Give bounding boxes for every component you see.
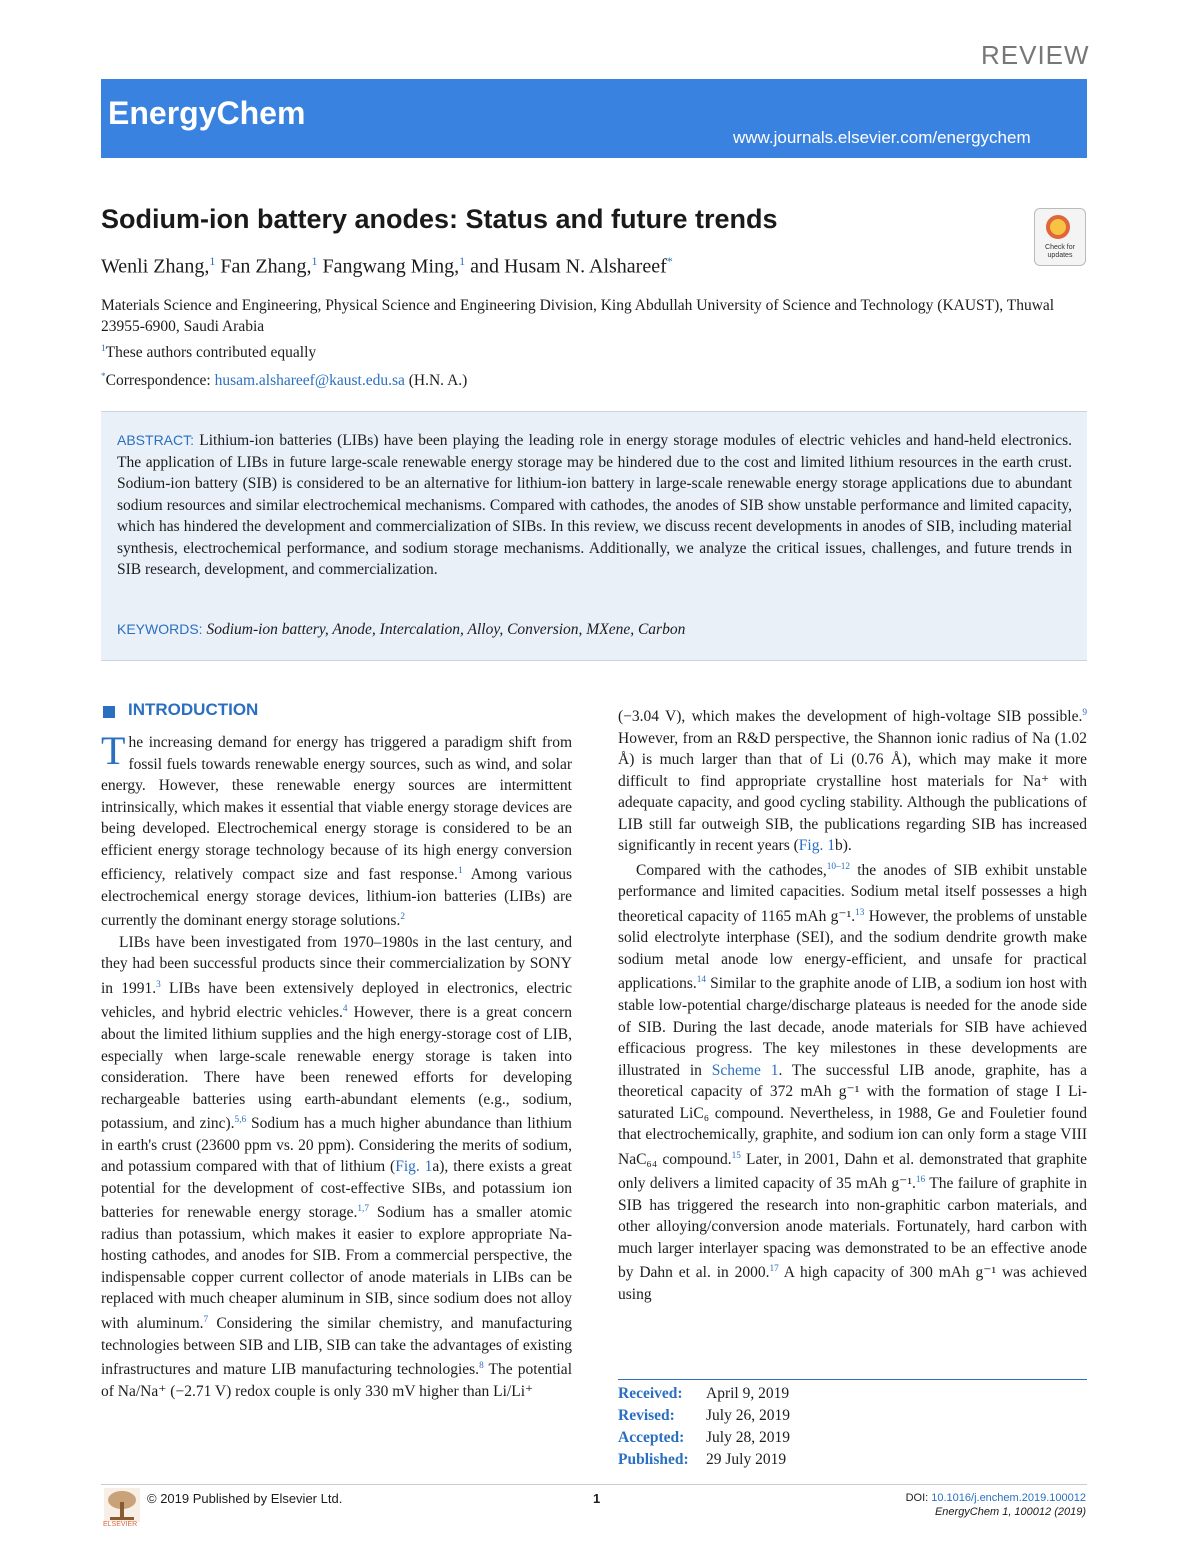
article-type-label: REVIEW [981,40,1090,70]
equal-contribution-note [101,344,316,362]
corr-suffix: (H.N. A.) [404,372,468,390]
citation-link[interactable]: 1,7 [357,1204,369,1215]
date-row [618,1405,790,1427]
check-for-updates-badge[interactable] [1034,208,1086,266]
date-value: 29 July 2019 [706,1451,787,1468]
journal-url-link[interactable]: www.journals.elsevier.com/energychem [733,128,1031,147]
footer-divider [101,1484,1087,1485]
citation-link[interactable]: 7 [203,1314,209,1325]
intro-paragraph: (−3.04 V), which makes the development of high-voltage SIB possible.$^9$ However, from an R&D perspective, the Shannon ionic radius of Na (1.02 Å) is much larger than that of Li (0.76 Å), which may make it more difficult to find appropriate crystalline host materials for Na⁺ with adequate capacity, and good cycling stability. Although the publications of LIB still far outweigh SIB, the publications regarding SIB has increased significantly in recent years (Fig. 1b). [618,708,1087,855]
badge-label: Check for updates [1045,244,1075,259]
citation-link[interactable]: 3 [156,979,161,990]
citation-link[interactable]: 2 [400,912,405,923]
citation-link[interactable]: 14 [696,975,707,986]
citation-link[interactable]: 17 [769,1264,779,1275]
author-mark: 1 [311,254,318,268]
abstract [117,430,1072,581]
date-label: Published: [618,1451,689,1468]
date-value: July 26, 2019 [706,1407,790,1424]
date-label: Accepted: [618,1429,685,1446]
citation-link[interactable]: 9 [1082,708,1087,718]
note-mark: 1 [101,344,106,354]
author-name: Fan Zhang, [220,255,312,278]
dropcap: T [101,728,126,773]
section-marker-icon [103,706,115,718]
date-label: Received: [618,1385,683,1402]
citation-link[interactable]: 16 [915,1175,926,1186]
article-dates [618,1383,790,1471]
affiliation: Materials Science and Engineering, Physical Science and Engineering Division, King Abdullah University of Science and Technology (KAUST), Thuwal 23955-6900, Saudi Arabia [101,297,1055,335]
doi-label: DOI: [905,1492,932,1504]
author-name: Wenli Zhang, [101,255,210,278]
page-number: 1 [593,1491,601,1506]
citation-link[interactable]: 13 [855,907,865,918]
check-updates-icon [1046,215,1070,239]
corr-label: Correspondence: [105,372,215,390]
citation-link[interactable]: 5,6 [234,1115,247,1126]
journal-citation: EnergyChem 1, 100012 (2019) [934,1506,1086,1518]
intro-paragraph: LIBs have been investigated from 1970–1980s in the last century, and they had been successful products since their commercialization by SONY in 1991.$^3$ LIBs have been extensively deployed in electronics, electric vehicles, and hybrid electric vehicles.$^4$ However, there is a great concern about the limited lithium supplies and the high energy-storage cost of LIB, especially when large-scale renewable energy storage is taken into consideration. There have been renewed efforts for developing rechargeable batteries using earth-abundant elements (e.g., sodium, potassium, and zinc).$^{5,6}$ Sodium has a much higher abundance than lithium in earth's crust (23600 ppm vs. 20 ppm). Considering the merits of sodium, and potassium compared with that of lithium (Fig. 1a), there exists a great potential for the development of cost-effective SIBs, and potassium ion batteries for renewable energy storage.$^{1,7}$ Sodium has a smaller atomic radius than potassium, which makes it easier to explore appropriate Na-hosting cathodes, and anodes for SIB. From a commercial perspective, the indispensable copper current collector of anode materials in LIBs can be replaced with much cheaper aluminum in SIB, since sodium does not alloy with aluminum.$^7$ Considering the similar chemistry, and manufacturing technologies between SIB and LIB, SIB can take the advantages of existing infrastructures and mature LIB manufacturing technologies.$^8$ The potential of Na/Na⁺ (−2.71 V) redox couple is only 330 mV higher than Li/Li⁺ [101,933,573,1400]
citation-link[interactable]: 1 [457,866,463,876]
article-title: Sodium-ion battery anodes: Status and future trends [101,204,778,234]
right-column [618,703,1087,1306]
figure-link[interactable]: Fig. 1 [798,837,835,855]
note-text: These authors contributed equally [105,344,317,362]
journal-title[interactable]: EnergyChem [108,95,306,131]
author-mark: 1 [209,254,216,268]
citation-link[interactable]: 4 [342,1004,348,1015]
figure-link[interactable]: Fig. 1 [395,1158,433,1176]
intro-paragraph: Compared with the cathodes,$^{10-12}$ the anodes of SIB exhibit unstable performance and limited capacities. Sodium metal itself possesses a high theoretical capacity of 1165 mAh g⁻¹.$^{13}$ However, the problems of unstable solid electrolyte interphase (SEI), and the sodium dendrite growth make sodium metal anode low energy-efficient, and unsafe for practical applications.$^{14}$ Similar to the graphite anode of LIB, a sodium ion host with stable low-potential charge/discharge plateaus is needed for the anode side of SIB. During the last decade, anode materials for SIB have achieved efficacious progress. The key milestones in these developments are illustrated in Scheme 1. The successful LIB anode, graphite, has a theoretical capacity of 372 mAh g⁻¹ with the formation of stage I Li-saturated LiC₆ compound. Nevertheless, in 1988, Ge and Fouletier found that electrochemically, graphite, and sodium ion can only form a stage VIII NaC₆₄ compound.$^{15}$ Later, in 2001, Dahn et al. demonstrated that graphite only delivers a limited capacity of 35 mAh g⁻¹.$^{16}$ The failure of graphite in SIB has triggered the research into non-graphitic carbon materials, and other alloying/conversion anode materials. Fortunately, hard carbon with much larger interlayer spacing was demonstrated to be an effective anode by Dahn et al. in 2000.17 A high capacity of 300 mAh g⁻¹ was achieved using [618,861,1087,1304]
dates-divider [618,1379,1087,1380]
corr-email-link[interactable]: husam.alshareef@kaust.edu.sa [214,372,405,390]
author-name: Fangwang Ming, [322,255,460,278]
doi-link[interactable]: 10.1016/j.enchem.2019.100012 [931,1492,1086,1504]
date-row [618,1427,790,1449]
author-name: and Husam N. Alshareef [470,255,667,278]
date-label: Revised: [618,1407,675,1424]
left-column [101,728,573,1402]
scheme-link[interactable]: Scheme 1 [711,1061,779,1079]
keywords-text: Sodium-ion battery, Anode, Intercalation, Alloy, Conversion, MXene, Carbon [206,621,686,638]
author-mark: * [666,254,673,268]
date-value: April 9, 2019 [706,1385,790,1402]
correspondence [101,372,467,390]
abstract-label: ABSTRACT: [117,432,195,448]
citation-link[interactable]: 8 [479,1361,484,1372]
abstract-text: Lithium-ion batteries (LIBs) have been playing the leading role in energy storage modules of electric vehicles and hand-held electronics. The application of LIBs in future large-scale renewable energy storage may be hindered due to the cost and limited lithium resources in the earth crust. Sodium-ion battery (SIB) is considered to be an alternative for lithium-ion battery in large-scale renewable energy storage applications due to abundant sodium resources and similar electrochemical mechanisms. Compared with cathodes, the anodes of SIB show unstable performance and limited capacity, which has hindered the development and commercialization of SIBs. In this review, we discuss recent developments in anodes of SIB, including material synthesis, electrochemical performance, and sodium storage mechanisms. Additionally, we analyze the critical issues, challenges, and future trends in SIB research, development, and commercialization. [117,432,1072,578]
elsevier-tree-icon [104,1488,140,1522]
date-row [618,1383,790,1405]
copyright: © 2019 Published by Elsevier Ltd. [147,1491,343,1506]
citation-link[interactable]: 10–12 [826,861,851,872]
section-heading: INTRODUCTION [128,700,259,719]
date-value: July 28, 2019 [706,1429,790,1446]
intro-paragraph: The increasing demand for energy has triggered a paradigm shift from fossil fuels towards renewable energy sources, such as wind, and solar energy. However, these renewable energy sources are intermittent intrinsically, which makes it essential that viable energy storage devices are being developed. Electrochemical energy storage is considered to be an efficient energy storage technology because of its high energy conversion efficiency, relatively compact size and fast response.$^1$ Among various electrochemical energy storage devices, lithium-ion batteries (LIBs) are currently the dominant energy storage solutions.$^2$ [101,728,572,930]
author-list [101,254,673,279]
doi-block [880,1491,1086,1519]
keywords [117,621,685,639]
elsevier-wordmark: ELSEVIER [103,1521,138,1528]
author-mark: 1 [459,254,466,268]
keywords-label: KEYWORDS: [117,621,203,637]
citation-link[interactable]: 15 [731,1150,741,1161]
corr-mark: * [101,372,106,382]
date-row [618,1449,790,1471]
